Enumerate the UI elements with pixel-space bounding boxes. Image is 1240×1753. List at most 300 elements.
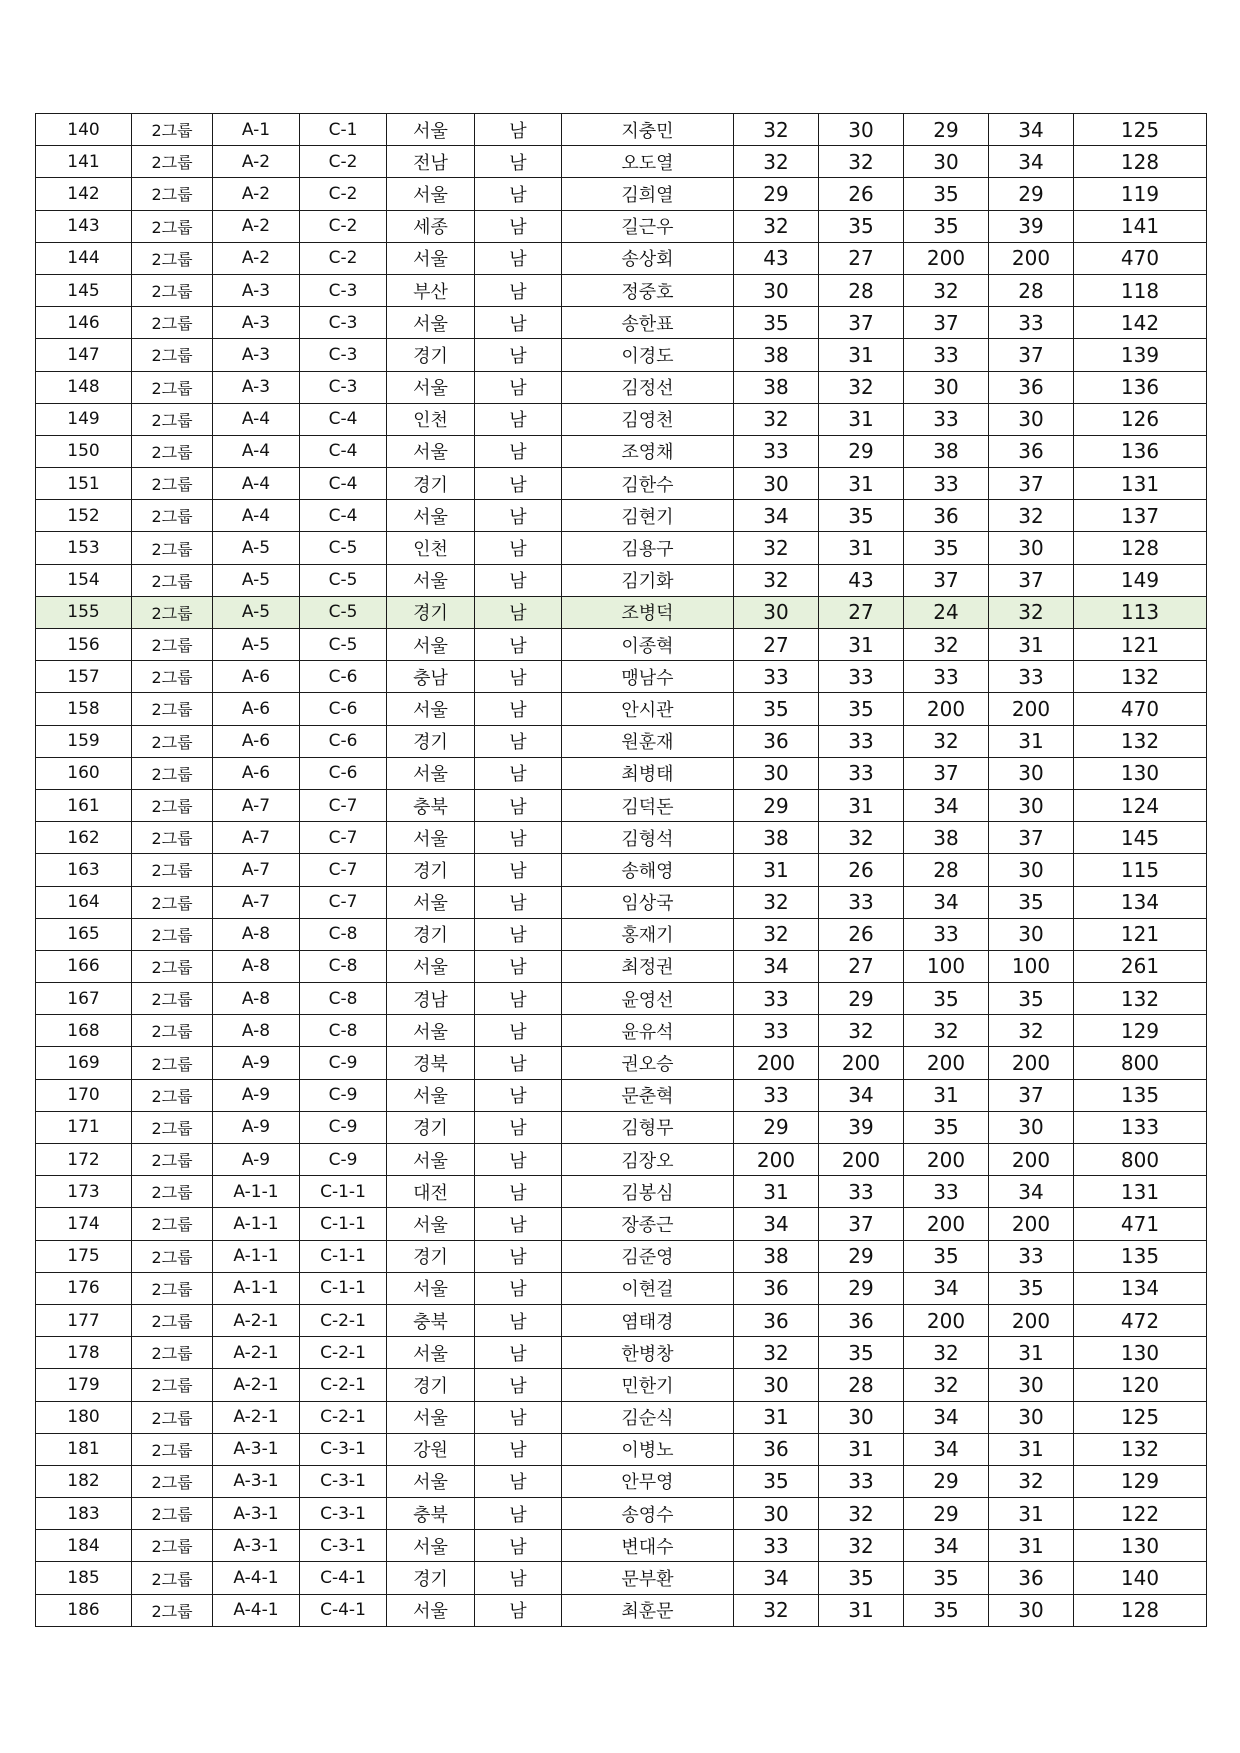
score-3-cell: 37 bbox=[904, 564, 989, 596]
player-name-cell: 김덕돈 bbox=[562, 789, 734, 821]
entry-number-cell: 168 bbox=[36, 1015, 132, 1047]
total-score-cell: 800 bbox=[1074, 1047, 1207, 1079]
total-score-cell: 130 bbox=[1074, 1337, 1207, 1369]
total-score-cell: 119 bbox=[1074, 178, 1207, 210]
entry-number-cell: 170 bbox=[36, 1079, 132, 1111]
c-course-cell: C-3-1 bbox=[300, 1530, 387, 1562]
a-course-cell: A-4 bbox=[213, 468, 300, 500]
a-course-cell: A-3-1 bbox=[213, 1465, 300, 1497]
player-name-cell: 김용구 bbox=[562, 532, 734, 564]
c-course-cell: C-3 bbox=[300, 339, 387, 371]
player-name-cell: 김준영 bbox=[562, 1240, 734, 1272]
region-cell: 세종 bbox=[387, 210, 475, 242]
region-cell: 충남 bbox=[387, 661, 475, 693]
score-4-cell: 30 bbox=[989, 1594, 1074, 1626]
group-cell: 2그룹 bbox=[132, 1079, 213, 1111]
a-course-cell: A-9 bbox=[213, 1111, 300, 1143]
region-cell: 서울 bbox=[387, 307, 475, 339]
c-course-cell: C-8 bbox=[300, 983, 387, 1015]
region-cell: 경기 bbox=[387, 854, 475, 886]
score-2-cell: 32 bbox=[819, 1530, 904, 1562]
gender-cell: 남 bbox=[475, 435, 562, 467]
score-2-cell: 26 bbox=[819, 178, 904, 210]
score-3-cell: 33 bbox=[904, 403, 989, 435]
c-course-cell: C-6 bbox=[300, 725, 387, 757]
score-3-cell: 30 bbox=[904, 371, 989, 403]
table-row bbox=[36, 564, 1207, 596]
c-course-cell: C-3 bbox=[300, 307, 387, 339]
gender-cell: 남 bbox=[475, 468, 562, 500]
score-4-cell: 32 bbox=[989, 596, 1074, 628]
region-cell: 서울 bbox=[387, 1079, 475, 1111]
score-4-cell: 34 bbox=[989, 146, 1074, 178]
score-4-cell: 30 bbox=[989, 789, 1074, 821]
table-row bbox=[36, 1047, 1207, 1079]
score-1-cell: 29 bbox=[734, 789, 819, 821]
gender-cell: 남 bbox=[475, 1047, 562, 1079]
score-1-cell: 34 bbox=[734, 500, 819, 532]
total-score-cell: 134 bbox=[1074, 886, 1207, 918]
score-2-cell: 32 bbox=[819, 146, 904, 178]
entry-number-cell: 171 bbox=[36, 1111, 132, 1143]
region-cell: 서울 bbox=[387, 1208, 475, 1240]
entry-number-cell: 177 bbox=[36, 1304, 132, 1336]
a-course-cell: A-2 bbox=[213, 210, 300, 242]
total-score-cell: 136 bbox=[1074, 435, 1207, 467]
group-cell: 2그룹 bbox=[132, 435, 213, 467]
score-2-cell: 33 bbox=[819, 1176, 904, 1208]
gender-cell: 남 bbox=[475, 1465, 562, 1497]
score-1-cell: 38 bbox=[734, 339, 819, 371]
total-score-cell: 130 bbox=[1074, 1530, 1207, 1562]
score-3-cell: 32 bbox=[904, 1337, 989, 1369]
score-3-cell: 35 bbox=[904, 1111, 989, 1143]
gender-cell: 남 bbox=[475, 1304, 562, 1336]
table-row bbox=[36, 983, 1207, 1015]
c-course-cell: C-6 bbox=[300, 661, 387, 693]
table-row bbox=[36, 1079, 1207, 1111]
score-2-cell: 29 bbox=[819, 983, 904, 1015]
score-3-cell: 30 bbox=[904, 146, 989, 178]
region-cell: 서울 bbox=[387, 435, 475, 467]
player-name-cell: 오도열 bbox=[562, 146, 734, 178]
score-2-cell: 26 bbox=[819, 918, 904, 950]
a-course-cell: A-1-1 bbox=[213, 1208, 300, 1240]
entry-number-cell: 151 bbox=[36, 468, 132, 500]
score-1-cell: 30 bbox=[734, 468, 819, 500]
group-cell: 2그룹 bbox=[132, 886, 213, 918]
region-cell: 경기 bbox=[387, 1111, 475, 1143]
player-name-cell: 변대수 bbox=[562, 1530, 734, 1562]
score-2-cell: 35 bbox=[819, 1562, 904, 1594]
a-course-cell: A-2-1 bbox=[213, 1337, 300, 1369]
a-course-cell: A-2-1 bbox=[213, 1369, 300, 1401]
table-row bbox=[36, 371, 1207, 403]
a-course-cell: A-3 bbox=[213, 371, 300, 403]
score-3-cell: 34 bbox=[904, 886, 989, 918]
table-row bbox=[36, 1304, 1207, 1336]
region-cell: 서울 bbox=[387, 1144, 475, 1176]
gender-cell: 남 bbox=[475, 822, 562, 854]
group-cell: 2그룹 bbox=[132, 1208, 213, 1240]
entry-number-cell: 172 bbox=[36, 1144, 132, 1176]
region-cell: 충북 bbox=[387, 1304, 475, 1336]
score-2-cell: 33 bbox=[819, 725, 904, 757]
region-cell: 서울 bbox=[387, 1401, 475, 1433]
a-course-cell: A-7 bbox=[213, 822, 300, 854]
a-course-cell: A-4 bbox=[213, 435, 300, 467]
score-2-cell: 35 bbox=[819, 693, 904, 725]
table-row bbox=[36, 403, 1207, 435]
score-2-cell: 32 bbox=[819, 371, 904, 403]
total-score-cell: 472 bbox=[1074, 1304, 1207, 1336]
score-3-cell: 29 bbox=[904, 1465, 989, 1497]
region-cell: 전남 bbox=[387, 146, 475, 178]
total-score-cell: 470 bbox=[1074, 693, 1207, 725]
group-cell: 2그룹 bbox=[132, 725, 213, 757]
a-course-cell: A-4 bbox=[213, 500, 300, 532]
score-4-cell: 32 bbox=[989, 500, 1074, 532]
a-course-cell: A-1-1 bbox=[213, 1272, 300, 1304]
score-1-cell: 33 bbox=[734, 435, 819, 467]
score-4-cell: 30 bbox=[989, 403, 1074, 435]
entry-number-cell: 165 bbox=[36, 918, 132, 950]
c-course-cell: C-7 bbox=[300, 822, 387, 854]
group-cell: 2그룹 bbox=[132, 210, 213, 242]
player-name-cell: 안무영 bbox=[562, 1465, 734, 1497]
score-1-cell: 33 bbox=[734, 1079, 819, 1111]
a-course-cell: A-3 bbox=[213, 307, 300, 339]
score-3-cell: 32 bbox=[904, 629, 989, 661]
score-3-cell: 33 bbox=[904, 1176, 989, 1208]
c-course-cell: C-9 bbox=[300, 1111, 387, 1143]
entry-number-cell: 144 bbox=[36, 242, 132, 274]
score-2-cell: 34 bbox=[819, 1079, 904, 1111]
entry-number-cell: 159 bbox=[36, 725, 132, 757]
region-cell: 서울 bbox=[387, 1337, 475, 1369]
total-score-cell: 129 bbox=[1074, 1465, 1207, 1497]
score-4-cell: 28 bbox=[989, 274, 1074, 306]
a-course-cell: A-9 bbox=[213, 1047, 300, 1079]
score-1-cell: 30 bbox=[734, 1369, 819, 1401]
region-cell: 서울 bbox=[387, 693, 475, 725]
region-cell: 경기 bbox=[387, 596, 475, 628]
score-3-cell: 35 bbox=[904, 210, 989, 242]
score-3-cell: 37 bbox=[904, 757, 989, 789]
total-score-cell: 133 bbox=[1074, 1111, 1207, 1143]
score-1-cell: 27 bbox=[734, 629, 819, 661]
score-3-cell: 38 bbox=[904, 435, 989, 467]
region-cell: 서울 bbox=[387, 1465, 475, 1497]
entry-number-cell: 147 bbox=[36, 339, 132, 371]
a-course-cell: A-1-1 bbox=[213, 1240, 300, 1272]
gender-cell: 남 bbox=[475, 1144, 562, 1176]
score-2-cell: 31 bbox=[819, 1594, 904, 1626]
table-row bbox=[36, 1401, 1207, 1433]
c-course-cell: C-2 bbox=[300, 178, 387, 210]
score-1-cell: 200 bbox=[734, 1047, 819, 1079]
gender-cell: 남 bbox=[475, 339, 562, 371]
region-cell: 경기 bbox=[387, 1369, 475, 1401]
group-cell: 2그룹 bbox=[132, 1047, 213, 1079]
entry-number-cell: 154 bbox=[36, 564, 132, 596]
score-3-cell: 35 bbox=[904, 532, 989, 564]
gender-cell: 남 bbox=[475, 918, 562, 950]
player-name-cell: 길근우 bbox=[562, 210, 734, 242]
player-name-cell: 문춘혁 bbox=[562, 1079, 734, 1111]
total-score-cell: 137 bbox=[1074, 500, 1207, 532]
c-course-cell: C-8 bbox=[300, 1015, 387, 1047]
region-cell: 서울 bbox=[387, 886, 475, 918]
a-course-cell: A-7 bbox=[213, 854, 300, 886]
entry-number-cell: 166 bbox=[36, 950, 132, 982]
c-course-cell: C-3 bbox=[300, 371, 387, 403]
group-cell: 2그룹 bbox=[132, 757, 213, 789]
score-2-cell: 27 bbox=[819, 596, 904, 628]
entry-number-cell: 181 bbox=[36, 1433, 132, 1465]
gender-cell: 남 bbox=[475, 114, 562, 146]
score-1-cell: 33 bbox=[734, 1015, 819, 1047]
entry-number-cell: 153 bbox=[36, 532, 132, 564]
group-cell: 2그룹 bbox=[132, 564, 213, 596]
group-cell: 2그룹 bbox=[132, 1401, 213, 1433]
score-4-cell: 37 bbox=[989, 1079, 1074, 1111]
table-row bbox=[36, 274, 1207, 306]
group-cell: 2그룹 bbox=[132, 596, 213, 628]
c-course-cell: C-2 bbox=[300, 242, 387, 274]
score-1-cell: 30 bbox=[734, 1498, 819, 1530]
c-course-cell: C-4-1 bbox=[300, 1594, 387, 1626]
score-2-cell: 30 bbox=[819, 114, 904, 146]
entry-number-cell: 173 bbox=[36, 1176, 132, 1208]
entry-number-cell: 150 bbox=[36, 435, 132, 467]
score-2-cell: 32 bbox=[819, 1015, 904, 1047]
gender-cell: 남 bbox=[475, 854, 562, 886]
c-course-cell: C-9 bbox=[300, 1079, 387, 1111]
player-name-cell: 최정권 bbox=[562, 950, 734, 982]
score-4-cell: 37 bbox=[989, 564, 1074, 596]
score-2-cell: 31 bbox=[819, 339, 904, 371]
table-row bbox=[36, 1208, 1207, 1240]
score-4-cell: 33 bbox=[989, 1240, 1074, 1272]
total-score-cell: 124 bbox=[1074, 789, 1207, 821]
c-course-cell: C-3 bbox=[300, 274, 387, 306]
score-3-cell: 35 bbox=[904, 983, 989, 1015]
score-3-cell: 32 bbox=[904, 1015, 989, 1047]
gender-cell: 남 bbox=[475, 274, 562, 306]
score-4-cell: 30 bbox=[989, 854, 1074, 886]
total-score-cell: 135 bbox=[1074, 1240, 1207, 1272]
group-cell: 2그룹 bbox=[132, 307, 213, 339]
table-row bbox=[36, 629, 1207, 661]
score-3-cell: 200 bbox=[904, 242, 989, 274]
total-score-cell: 129 bbox=[1074, 1015, 1207, 1047]
player-name-cell: 송해영 bbox=[562, 854, 734, 886]
score-4-cell: 39 bbox=[989, 210, 1074, 242]
gender-cell: 남 bbox=[475, 371, 562, 403]
group-cell: 2그룹 bbox=[132, 789, 213, 821]
group-cell: 2그룹 bbox=[132, 1304, 213, 1336]
gender-cell: 남 bbox=[475, 1530, 562, 1562]
total-score-cell: 145 bbox=[1074, 822, 1207, 854]
entry-number-cell: 143 bbox=[36, 210, 132, 242]
gender-cell: 남 bbox=[475, 950, 562, 982]
region-cell: 서울 bbox=[387, 178, 475, 210]
a-course-cell: A-3 bbox=[213, 274, 300, 306]
a-course-cell: A-3-1 bbox=[213, 1433, 300, 1465]
score-4-cell: 33 bbox=[989, 307, 1074, 339]
score-4-cell: 37 bbox=[989, 822, 1074, 854]
region-cell: 충북 bbox=[387, 1498, 475, 1530]
score-1-cell: 34 bbox=[734, 1208, 819, 1240]
total-score-cell: 121 bbox=[1074, 629, 1207, 661]
score-2-cell: 37 bbox=[819, 307, 904, 339]
score-3-cell: 35 bbox=[904, 178, 989, 210]
region-cell: 경남 bbox=[387, 983, 475, 1015]
table-row bbox=[36, 1530, 1207, 1562]
table-row bbox=[36, 1176, 1207, 1208]
score-1-cell: 30 bbox=[734, 596, 819, 628]
player-name-cell: 장종근 bbox=[562, 1208, 734, 1240]
region-cell: 서울 bbox=[387, 564, 475, 596]
gender-cell: 남 bbox=[475, 1015, 562, 1047]
group-cell: 2그룹 bbox=[132, 339, 213, 371]
c-course-cell: C-7 bbox=[300, 789, 387, 821]
region-cell: 서울 bbox=[387, 629, 475, 661]
table-row bbox=[36, 950, 1207, 982]
score-4-cell: 33 bbox=[989, 661, 1074, 693]
score-3-cell: 100 bbox=[904, 950, 989, 982]
a-course-cell: A-5 bbox=[213, 596, 300, 628]
c-course-cell: C-2-1 bbox=[300, 1304, 387, 1336]
entry-number-cell: 140 bbox=[36, 114, 132, 146]
score-1-cell: 200 bbox=[734, 1144, 819, 1176]
score-4-cell: 35 bbox=[989, 1272, 1074, 1304]
score-4-cell: 200 bbox=[989, 1304, 1074, 1336]
score-4-cell: 34 bbox=[989, 114, 1074, 146]
table-row bbox=[36, 307, 1207, 339]
c-course-cell: C-5 bbox=[300, 596, 387, 628]
entry-number-cell: 169 bbox=[36, 1047, 132, 1079]
score-4-cell: 200 bbox=[989, 1144, 1074, 1176]
score-4-cell: 30 bbox=[989, 532, 1074, 564]
score-2-cell: 29 bbox=[819, 435, 904, 467]
player-name-cell: 윤영선 bbox=[562, 983, 734, 1015]
group-cell: 2그룹 bbox=[132, 500, 213, 532]
table-row bbox=[36, 1272, 1207, 1304]
score-4-cell: 29 bbox=[989, 178, 1074, 210]
score-1-cell: 36 bbox=[734, 1304, 819, 1336]
score-3-cell: 35 bbox=[904, 1562, 989, 1594]
table-row bbox=[36, 661, 1207, 693]
gender-cell: 남 bbox=[475, 1079, 562, 1111]
table-row bbox=[36, 1369, 1207, 1401]
score-3-cell: 35 bbox=[904, 1240, 989, 1272]
a-course-cell: A-3-1 bbox=[213, 1530, 300, 1562]
gender-cell: 남 bbox=[475, 757, 562, 789]
region-cell: 서울 bbox=[387, 242, 475, 274]
table-row bbox=[36, 757, 1207, 789]
total-score-cell: 261 bbox=[1074, 950, 1207, 982]
a-course-cell: A-5 bbox=[213, 629, 300, 661]
region-cell: 서울 bbox=[387, 822, 475, 854]
player-name-cell: 임상국 bbox=[562, 886, 734, 918]
total-score-cell: 470 bbox=[1074, 242, 1207, 274]
region-cell: 경기 bbox=[387, 1562, 475, 1594]
group-cell: 2그룹 bbox=[132, 693, 213, 725]
total-score-cell: 149 bbox=[1074, 564, 1207, 596]
score-4-cell: 36 bbox=[989, 435, 1074, 467]
player-name-cell: 한병창 bbox=[562, 1337, 734, 1369]
a-course-cell: A-5 bbox=[213, 532, 300, 564]
score-1-cell: 32 bbox=[734, 918, 819, 950]
score-1-cell: 38 bbox=[734, 1240, 819, 1272]
score-1-cell: 33 bbox=[734, 1530, 819, 1562]
score-1-cell: 29 bbox=[734, 1111, 819, 1143]
a-course-cell: A-8 bbox=[213, 918, 300, 950]
score-1-cell: 43 bbox=[734, 242, 819, 274]
region-cell: 인천 bbox=[387, 403, 475, 435]
table-row bbox=[36, 1337, 1207, 1369]
group-cell: 2그룹 bbox=[132, 403, 213, 435]
player-name-cell: 김형무 bbox=[562, 1111, 734, 1143]
score-4-cell: 200 bbox=[989, 693, 1074, 725]
player-name-cell: 김형석 bbox=[562, 822, 734, 854]
c-course-cell: C-7 bbox=[300, 854, 387, 886]
c-course-cell: C-3-1 bbox=[300, 1498, 387, 1530]
score-2-cell: 33 bbox=[819, 757, 904, 789]
score-3-cell: 34 bbox=[904, 789, 989, 821]
score-2-cell: 30 bbox=[819, 1401, 904, 1433]
a-course-cell: A-6 bbox=[213, 693, 300, 725]
table-row bbox=[36, 1465, 1207, 1497]
entry-number-cell: 183 bbox=[36, 1498, 132, 1530]
score-2-cell: 35 bbox=[819, 1337, 904, 1369]
score-1-cell: 32 bbox=[734, 1337, 819, 1369]
c-course-cell: C-2 bbox=[300, 146, 387, 178]
c-course-cell: C-8 bbox=[300, 950, 387, 982]
c-course-cell: C-5 bbox=[300, 629, 387, 661]
score-2-cell: 28 bbox=[819, 1369, 904, 1401]
entry-number-cell: 142 bbox=[36, 178, 132, 210]
region-cell: 서울 bbox=[387, 114, 475, 146]
table-row bbox=[36, 1015, 1207, 1047]
c-course-cell: C-2 bbox=[300, 210, 387, 242]
table-row bbox=[36, 178, 1207, 210]
total-score-cell: 140 bbox=[1074, 1562, 1207, 1594]
region-cell: 대전 bbox=[387, 1176, 475, 1208]
score-3-cell: 34 bbox=[904, 1433, 989, 1465]
group-cell: 2그룹 bbox=[132, 1272, 213, 1304]
score-table-body bbox=[36, 114, 1207, 1627]
a-course-cell: A-5 bbox=[213, 564, 300, 596]
region-cell: 경기 bbox=[387, 725, 475, 757]
gender-cell: 남 bbox=[475, 500, 562, 532]
gender-cell: 남 bbox=[475, 789, 562, 821]
a-course-cell: A-9 bbox=[213, 1079, 300, 1111]
score-4-cell: 100 bbox=[989, 950, 1074, 982]
table-row bbox=[36, 1498, 1207, 1530]
score-4-cell: 32 bbox=[989, 1015, 1074, 1047]
gender-cell: 남 bbox=[475, 1369, 562, 1401]
entry-number-cell: 185 bbox=[36, 1562, 132, 1594]
region-cell: 경기 bbox=[387, 918, 475, 950]
score-2-cell: 33 bbox=[819, 1465, 904, 1497]
score-2-cell: 31 bbox=[819, 789, 904, 821]
a-course-cell: A-6 bbox=[213, 725, 300, 757]
region-cell: 경기 bbox=[387, 339, 475, 371]
score-3-cell: 34 bbox=[904, 1401, 989, 1433]
